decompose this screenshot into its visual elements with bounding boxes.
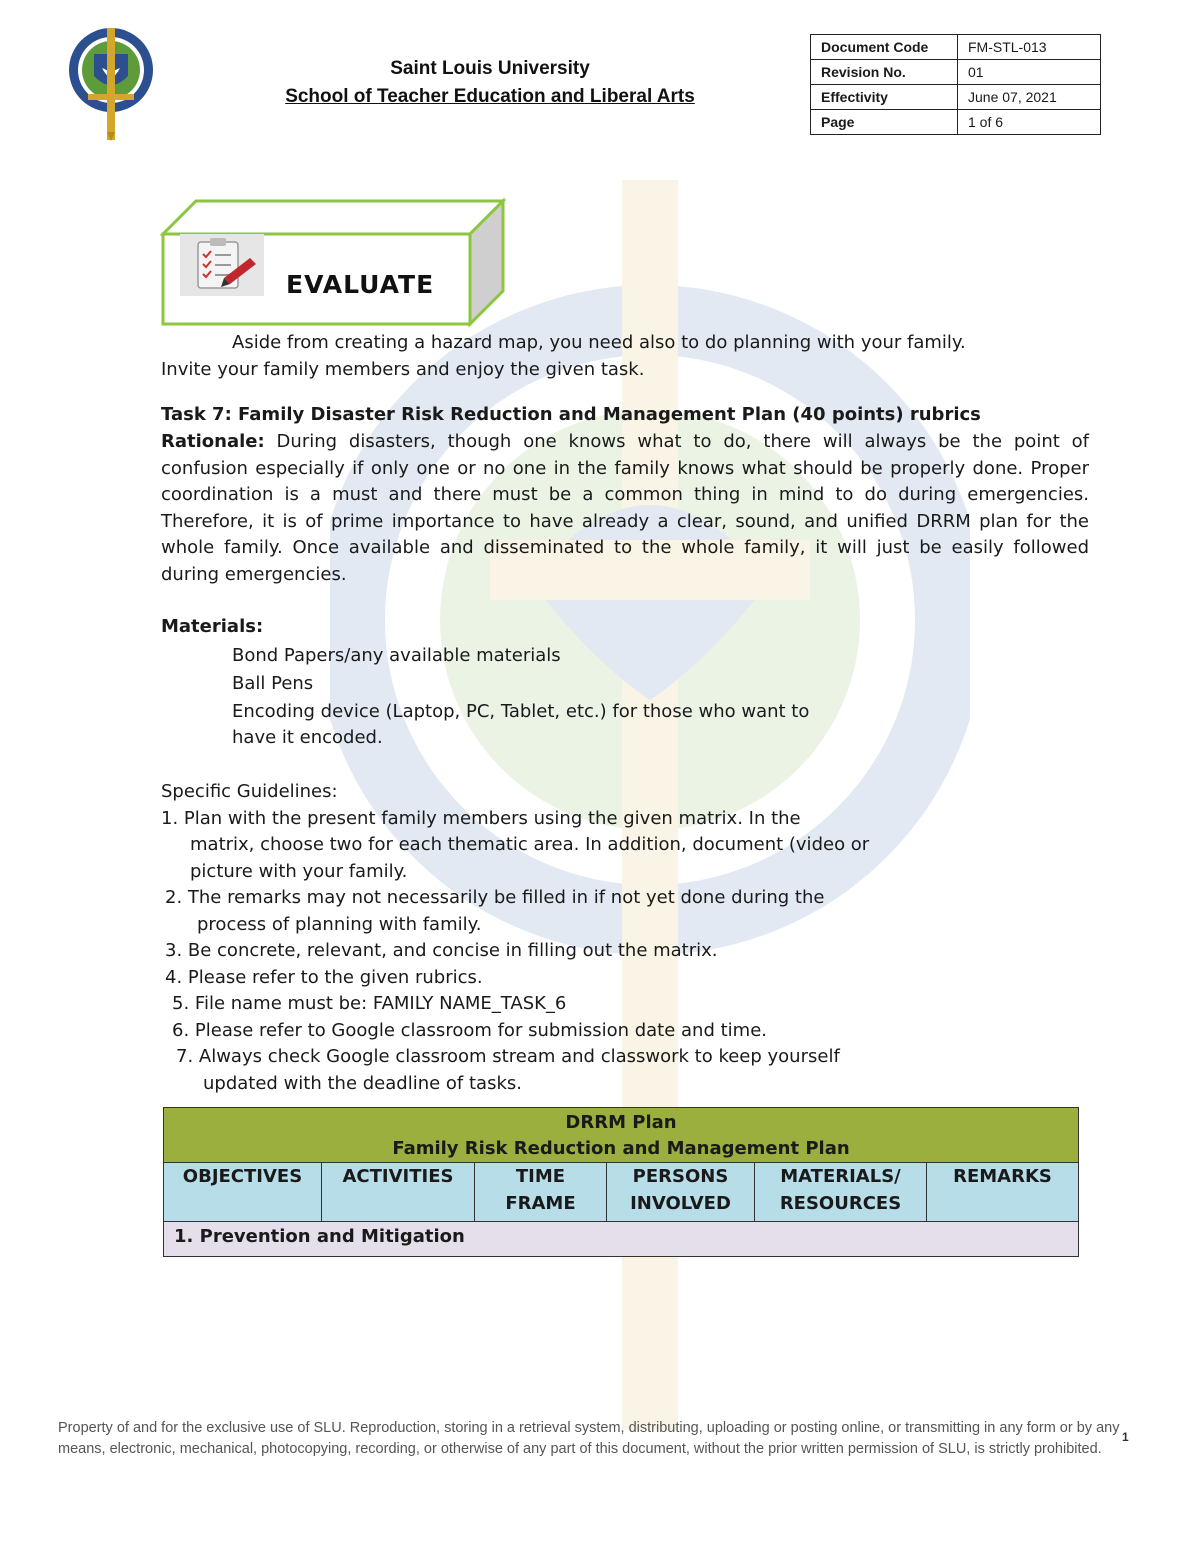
doc-info-row — [811, 35, 1101, 60]
drrm-table-title — [164, 1108, 1079, 1163]
intro-line-1: Aside from creating a hazard map, you need also to do planning with your family. — [232, 332, 966, 353]
rationale-label: Rationale: — [161, 431, 265, 452]
doc-info-value: June 07, 2021 — [958, 85, 1101, 110]
column-header-time-frame: TIME FRAME — [475, 1163, 607, 1222]
guideline-line: 7. Always check Google classroom stream and classwork to keep yourself — [176, 1046, 840, 1067]
evaluate-label: EVALUATE — [286, 270, 435, 299]
doc-info-label: Document Code — [811, 35, 958, 60]
doc-info-label: Effectivity — [811, 85, 958, 110]
doc-info-value: FM-STL-013 — [958, 35, 1101, 60]
school-name: School of Teacher Education and Liberal Arts — [285, 86, 695, 107]
column-header-remarks: REMARKS — [927, 1163, 1079, 1222]
materials-item: Ball Pens — [232, 673, 314, 694]
guidelines-title: Specific Guidelines: — [161, 781, 338, 802]
materials-item: have it encoded. — [232, 727, 383, 748]
guideline-line: 6. Please refer to Google classroom for submission date and time. — [172, 1020, 768, 1041]
guideline-line: matrix, choose two for each thematic area. In addition, document (video or — [190, 834, 870, 855]
drrm-title-line-2: Family Risk Reduction and Management Plan — [392, 1138, 850, 1159]
column-header-materials-resources: MATERIALS/ RESOURCES — [755, 1163, 927, 1222]
task-title: Task 7: Family Disaster Risk Reduction and Management Plan (40 points) rubrics — [161, 404, 981, 425]
clipboard-checklist-icon — [180, 234, 264, 296]
rationale-paragraph — [161, 429, 1089, 588]
guideline-line: process of planning with family. — [197, 914, 482, 935]
intro-paragraph — [161, 330, 1089, 383]
guideline-line: picture with your family. — [190, 861, 408, 882]
doc-info-value: 01 — [958, 60, 1101, 85]
guideline-line: 1. Plan with the present family members using the given matrix. In the — [161, 808, 801, 829]
column-header-persons-involved: PERSONS INVOLVED — [607, 1163, 755, 1222]
footer-line-2: means, electronic, mechanical, photocopying, recording, or otherwise of any part of this document, without the prior written permission of SLU, is strictly prohibited. — [58, 1441, 1102, 1457]
column-header-objectives: OBJECTIVES — [164, 1163, 322, 1222]
doc-info-label: Page — [811, 110, 958, 135]
copyright-footer — [58, 1418, 1123, 1460]
section-prevention-mitigation: 1. Prevention and Mitigation — [164, 1222, 1079, 1257]
column-header-activities: ACTIVITIES — [322, 1163, 475, 1222]
guideline-line: 3. Be concrete, relevant, and concise in filling out the matrix. — [165, 940, 718, 961]
materials-item: Bond Papers/any available materials — [232, 645, 561, 666]
guideline-line: 4. Please refer to the given rubrics. — [165, 967, 483, 988]
slu-logo — [64, 24, 158, 142]
page-number: 1 — [1122, 1430, 1129, 1444]
rationale-text: During disasters, though one knows what to do, there will always be the point of confusion especially if only one or no one in the family knows what should be properly done. Proper coordination is a must and there must be a common thing in mind to do during emergencies. Therefore, it is of prime importance to have already a clear, sound, and unified DRRM plan for the whole family. Once available and disseminated to the whole family, it will just be easily followed during emergencies. — [161, 431, 1089, 585]
guideline-line: updated with the deadline of tasks. — [203, 1073, 522, 1094]
doc-info-row — [811, 60, 1101, 85]
university-name: Saint Louis University — [390, 58, 590, 79]
drrm-plan-table — [163, 1107, 1079, 1257]
materials-title: Materials: — [161, 616, 264, 637]
doc-info-row — [811, 110, 1101, 135]
doc-info-value: 1 of 6 — [958, 110, 1101, 135]
document-info-table — [810, 34, 1101, 135]
drrm-section-row — [164, 1222, 1079, 1257]
doc-info-label: Revision No. — [811, 60, 958, 85]
materials-item: Encoding device (Laptop, PC, Tablet, etc.) for those who want to — [232, 701, 810, 722]
drrm-title-line-1: DRRM Plan — [565, 1112, 677, 1133]
doc-info-row — [811, 85, 1101, 110]
guideline-line: 2. The remarks may not necessarily be filled in if not yet done during the — [165, 887, 825, 908]
intro-line-2: Invite your family members and enjoy the given task. — [161, 358, 645, 380]
drrm-column-headers — [164, 1163, 1079, 1222]
footer-line-1: Property of and for the exclusive use of SLU. Reproduction, storing in a retrieval system, distributing, uploading or posting online, or transmitting in any form or by any — [58, 1420, 1120, 1436]
guideline-line: 5. File name must be: FAMILY NAME_TASK_6 — [172, 993, 567, 1014]
